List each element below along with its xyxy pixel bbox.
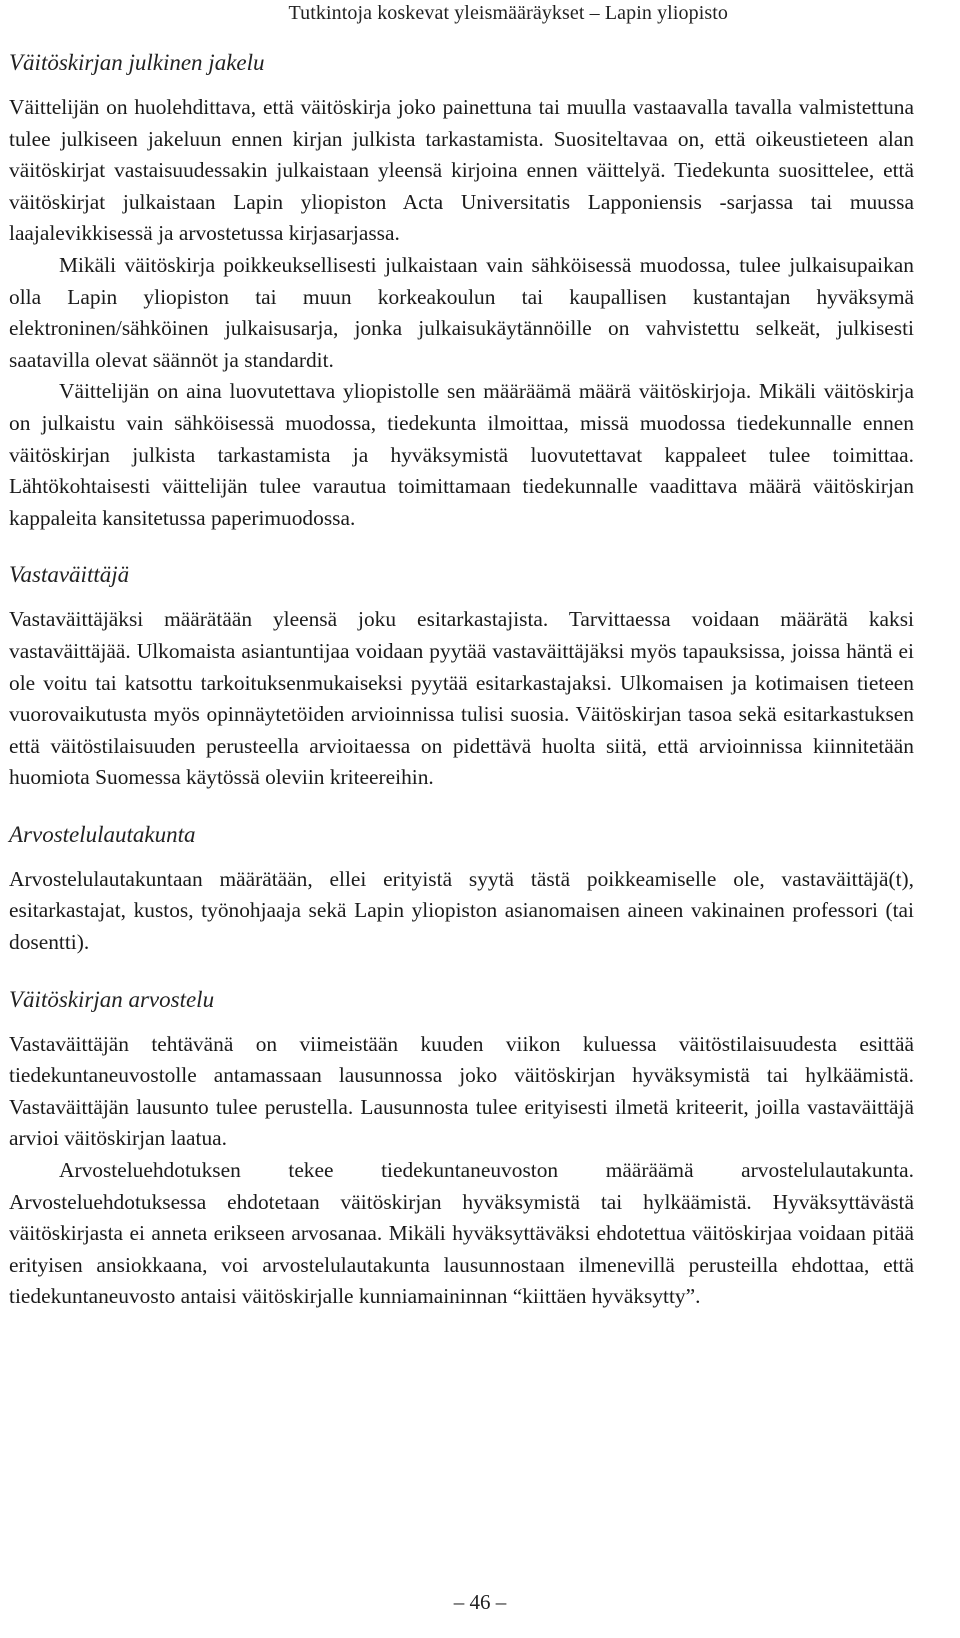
section-heading: Vastaväittäjä [9, 562, 130, 588]
running-header: Tutkintoja koskevat yleismääräykset – Lapin yliopisto [288, 2, 728, 24]
paragraph: Väittelijän on huolehdittava, että väitöskirja joko painettuna tai muulla vastaavalla tavalla valmistettuna tulee julkiseen jakeluun ennen kirjan julkista tarkastamista. Suositeltavaa on, että oikeustieteen alan väitöskirjat vastaisuudessakin julkaistaan yleensä kirjoina ennen väittelyä. Tiedekunta suosittelee, että väitöskirjat julkaistaan Lapin yliopiston Acta Universitatis Lapponiensis -sarjassa tai muussa laajalevikkisessä ja arvostetussa kirjasarjassa. [9, 95, 914, 246]
section-julkinen-jakelu [9, 48, 914, 534]
paragraph: Väittelijän on aina luovutettava yliopistolle sen määräämä määrä väitöskirjoja. Mikäli väitöskirja on julkaistu vain sähköisessä muodossa, tiedekunta ilmoittaa, missä muodossa tiedekunnalle ennen väitöskirjan julkista tarkastamista ja hyväksymistä luovutettavat kappaleet tulee toimittaa. Lähtökohtaisesti väittelijän tulee varautua toimittamaan tiedekunnalle vaadittava määrä väitöskirjan kappaleita kansitetussa paperimuodossa. [9, 379, 914, 530]
section-heading: Väitöskirjan julkinen jakelu [9, 50, 265, 75]
section-vastavaittaja [9, 560, 914, 794]
paragraph: Vastaväittäjäksi määrätään yleensä joku esitarkastajista. Tarvittaessa voidaan määrätä kaksi vastaväittäjää. Ulkomaista asiantuntijaa voidaan pyytää vastaväittäjäksi myös tapauksissa, joissa häntä ei ole voitu tai katsottu tarkoituksenmukaiseksi pyytää esitarkastajaksi. Ulkomaisen ja kotimaisen tieteen vuorovaikutusta myös opinnäytetöiden arvioinnissa tulisi suosia. Väitöskirjan tasoa sekä esitarkastuksen että väitöstilaisuuden perusteella arvioitaessa on pidettävä huolta siitä, että arvioinnissa kiinnitetään huomiota Suomessa käytössä oleviin kriteereihin. [9, 607, 914, 790]
paragraph: Vastaväittäjän tehtävänä on viimeistään kuuden viikon kuluessa väitöstilaisuudesta esittää tiedekuntaneuvostolle antamassaan lausunnossa joko väitöskirjan hyväksymistä tai hylkäämistä. Vastaväittäjän lausunto tulee perustella. Lausunnosta tulee erityisesti ilmetä kriteerit, joilla vastaväittäjä arvioi väitöskirjan laatua. [9, 1031, 914, 1151]
page-number: – 46 – [453, 1590, 507, 1614]
paragraph: Mikäli väitöskirja poikkeuksellisesti julkaistaan vain sähköisessä muodossa, tulee julkaisupaikan olla Lapin yliopiston tai muun korkeakoulun tai kaupallisen kustantajan hyväksymä elektroninen/sähköinen julkaisusarja, jonka julkaisukäytännöille on vahvistettu selkeät, julkisesti saatavilla olevat säännöt ja standardit. [9, 252, 914, 372]
paragraph: Arvosteluehdotuksen tekee tiedekuntaneuvoston määräämä arvostelulautakunta. Arvosteluehdotuksessa ehdotetaan väitöskirjan hyväksymistä tai hylkäämistä. Hyväksyttävästä väitöskirjasta ei anneta erikseen arvosanaa. Mikäli hyväksyttäväksi ehdotettua väitöskirjaa voidaan pitää erityisen ansiokkaana, voi arvostelulautakunta lausunnostaan ilmenevillä perusteilla ehdottaa, että tiedekuntaneuvosto antaisi väitöskirjalle kunniamaininnan “kiittäen hyväksytty”. [9, 1158, 914, 1309]
paragraph: Arvostelulautakuntaan määrätään, ellei erityistä syytä tästä poikkeamiselle ole, vastaväittäjä(t), esitarkastajat, kustos, työnohjaaja sekä Lapin yliopiston asianomaisen aineen vakinainen professori (tai dosentti). [9, 866, 914, 955]
document-body [9, 48, 914, 1313]
section-arvostelulautakunta [9, 820, 914, 959]
section-vaitoskirjan-arvostelu [9, 985, 914, 1313]
section-heading: Väitöskirjan arvostelu [9, 986, 215, 1012]
section-heading: Arvostelulautakunta [9, 821, 196, 847]
